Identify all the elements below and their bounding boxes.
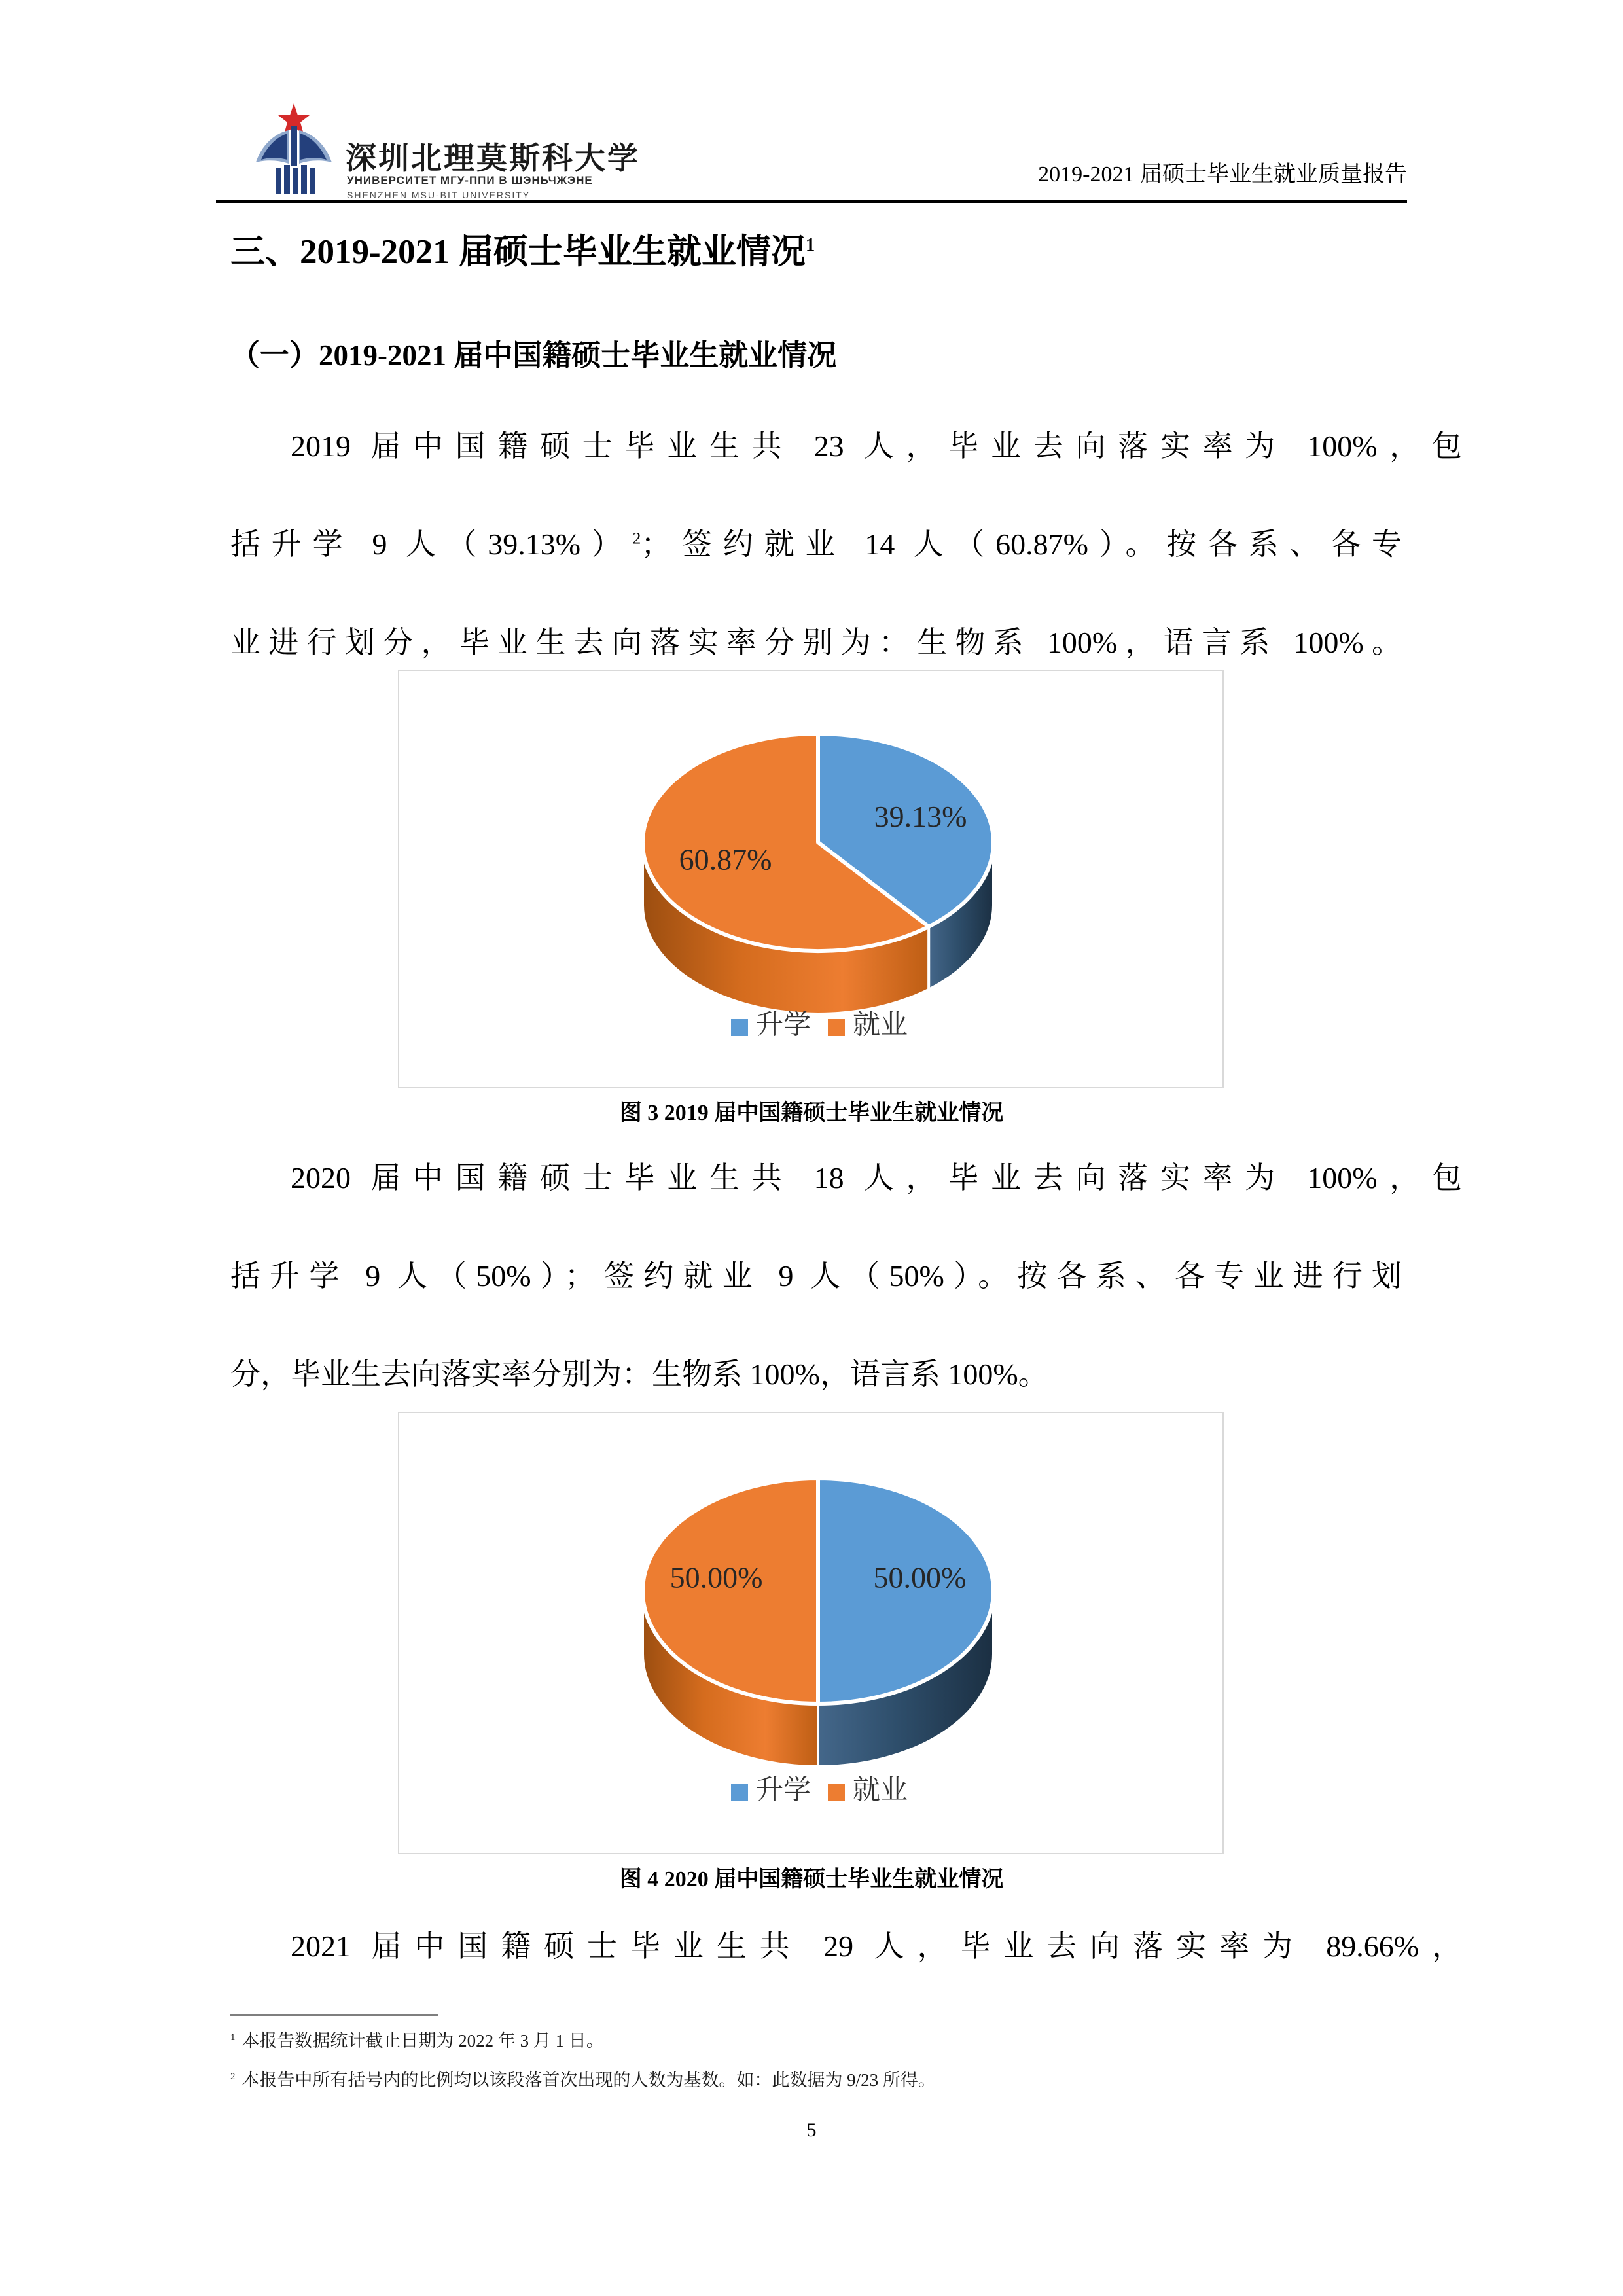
- pie-value-label-升学: 39.13%: [874, 800, 967, 834]
- paragraph-2019-line2a: 括升学 9 人（39.13%）: [230, 528, 633, 561]
- figure3-caption: 图 3 2019 届中国籍硕士毕业生就业情况: [619, 1101, 1004, 1125]
- section-heading: [230, 224, 815, 274]
- footnote-divider: [230, 2014, 438, 2016]
- legend-swatch-升学: [731, 1784, 748, 1801]
- chart-2020-pie: [398, 1412, 1224, 1854]
- paragraph-2019-line2b: ；签约就业 14 人（60.87%）。按各系、各专: [641, 528, 1402, 561]
- legend-label-升学: 升学: [756, 1775, 812, 1806]
- paragraph-2020-line1: 2020 届中国籍硕士毕业生共 18 人，毕业去向落实率为 100%，包: [291, 1161, 1462, 1194]
- page-number: 5: [806, 2119, 817, 2141]
- pie-chart-2020: [399, 1413, 1222, 1853]
- section-footnote-ref: 1: [805, 234, 815, 256]
- university-name-en: SHENZHEN MSU-BIT UNIVERSITY: [347, 190, 531, 200]
- footnote-2: [230, 2066, 1408, 2091]
- footnote-1: [230, 2026, 1408, 2052]
- footnote-2-ref: 2: [230, 2072, 236, 2082]
- chart-2019-pie: [398, 670, 1224, 1088]
- footnote2-ref-inline: 2: [632, 529, 641, 548]
- pie-value-label-就业: 60.87%: [679, 842, 772, 876]
- paragraph-2019-line3: 业进行划分，毕业生去向落实率分别为：生物系 100%，语言系 100%。: [230, 626, 1402, 659]
- pie-value-label-升学: 50.00%: [873, 1560, 967, 1594]
- footnote-1-text: 本报告数据统计截止日期为 2022 年 3 月 1 日。: [241, 2031, 604, 2051]
- legend-label-就业: 就业: [853, 1775, 908, 1806]
- paragraph-2019-line1: 2019 届中国籍硕士毕业生共 23 人，毕业去向落实率为 100%，包: [291, 429, 1462, 463]
- paragraph-2020-line3: 分，毕业生去向落实率分别为：生物系 100%，语言系 100%。: [230, 1357, 1048, 1391]
- header-title: 2019-2021 届硕士毕业生就业质量报告: [1038, 162, 1407, 187]
- university-name-cn: 深圳北理莫斯科大学: [346, 142, 640, 176]
- legend-swatch-就业: [828, 1784, 845, 1801]
- subsection-heading: （一）2019-2021 届中国籍硕士毕业生就业情况: [230, 339, 837, 372]
- university-name-ru: УНИВЕРСИТЕТ МГУ-ППИ В ШЭНЬЧЖЭНЕ: [347, 174, 593, 187]
- legend-label-升学: 升学: [756, 1010, 812, 1041]
- paragraph-2019-line2: [230, 524, 1402, 565]
- header-rule: [216, 200, 1407, 203]
- pie-value-label-就业: 50.00%: [669, 1560, 763, 1594]
- paragraph-2020-line2: 括升学 9 人（50%）；签约就业 9 人（50%）。按各系、各专业进行划: [230, 1259, 1402, 1293]
- figure4-caption: 图 4 2020 届中国籍硕士毕业生就业情况: [619, 1867, 1004, 1892]
- section-heading-text: 三、2019-2021 届硕士毕业生就业情况: [230, 233, 806, 271]
- legend-swatch-就业: [828, 1019, 845, 1036]
- legend-label-就业: 就业: [853, 1010, 908, 1041]
- paragraph-2021-line1: 2021 届中国籍硕士毕业生共 29 人，毕业去向落实率为 89.66%，: [291, 1929, 1462, 1963]
- legend-swatch-升学: [731, 1019, 748, 1036]
- footnote-2-text: 本报告中所有括号内的比例均以该段落首次出现的人数为基数。如：此数据为 9/23 所得。: [241, 2070, 936, 2090]
- pie-chart-2019: [399, 671, 1222, 1087]
- footnote-1-ref: 1: [230, 2032, 236, 2043]
